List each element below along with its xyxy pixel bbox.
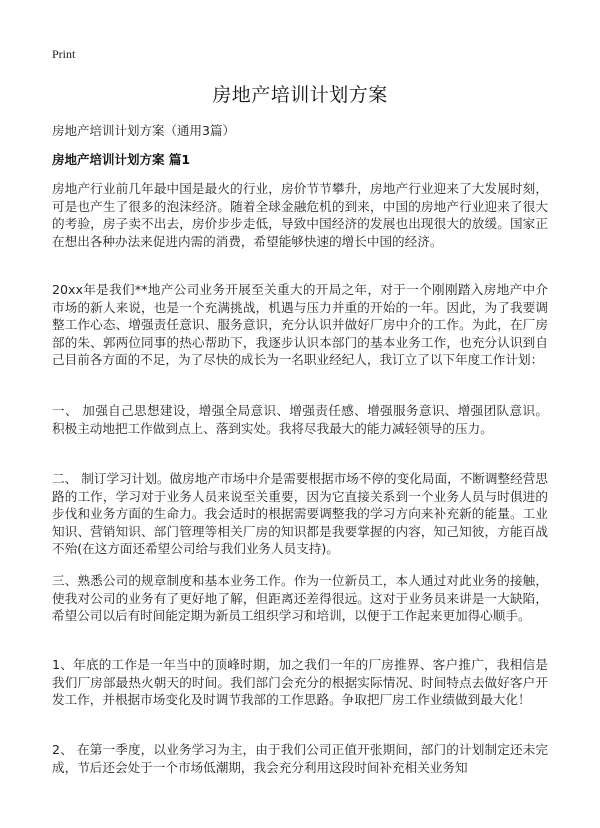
document-subtitle: 房地产培训计划方案（通用3篇） bbox=[52, 123, 235, 138]
print-link[interactable]: Print bbox=[52, 47, 76, 61]
paragraph-opening-year: 20xx年是我们**地产公司业务开展至关重大的开局之年，对于一个刚刚踏入房地产中介市场的新人来说，也是一个充满挑战，机遇与压力并重的开始的一年。因此，为了我要调整工作心态、增强责任意识、服务意识，充分认识并做好厂房中介的工作。为此，在厂房部的朱、郭两位同事的热心帮助下，我逐步认识本部门的基本业务工作，也充分认识到自己目前各方面的不足，为了尽快的成长为一名职业经纪人，我订立了以下年度工作计划： bbox=[52, 282, 548, 368]
paragraph-item-two: 2、 在第一季度，以业务学习为主，由于我们公司正值开张期间，部门的计划制定还未完成，节后还会处于一个市场低潮期，我会充分利用这段时间补充相关业务知 bbox=[52, 742, 548, 775]
page-title: 房地产培训计划方案 bbox=[212, 84, 388, 106]
section-heading: 房地产培训计划方案 篇1 bbox=[52, 152, 191, 167]
paragraph-item-one: 1、年底的工作是一年当中的顶峰时期，加之我们一年的厂房推界、客户推广，我相信是我们厂房部最热火朝天的时间。我们部门会充分的根据实际情况、时间特点去做好客户开发工作，并根据市场变化及时调节我部的工作思路。争取把厂房工作业绩做到最大化！ bbox=[52, 657, 548, 708]
paragraph-point-three: 三、熟悉公司的规章制度和基本业务工作。作为一位新员工，本人通过对此业务的接触，使我对公司的业务有了更好地了解，但距离还差得很远。这对于业务员来讲是一大缺陷，希望公司以后有时间能定期为新员工组织学习和培训，以便于工作起来更加得心顺手。 bbox=[52, 573, 548, 624]
paragraph-intro: 房地产行业前几年最中国是最火的行业，房价节节攀升，房地产行业迎来了大发展时刻，可是也产生了很多的泡沫经济。随着全球金融危机的到来，中国的房地产行业迎来了很大的考验，房子卖不出去，房价步步走低，导致中国经济的发展也出现很大的放缓。国家正在想出各种办法来促进内需的消费，希望能够快速的增长中国的经济。 bbox=[52, 181, 548, 249]
paragraph-point-two: 二、 制订学习计划。做房地产市场中介是需要根据市场不停的变化局面，不断调整经营思路的工作，学习对于业务人员来说至关重要，因为它直接关系到一个业务人员与时俱进的步伐和业务方面的生命力。我会适时的根据需要调整我的学习方向来补充新的能量。工业知识、营销知识、部门管理等相关厂房的知识都是我要掌握的内容，知己知彼，方能百战不殆(在这方面还希望公司给与我们业务人员支持)。 bbox=[52, 471, 548, 557]
paragraph-point-one: 一、 加强自己思想建设，增强全局意识、增强责任感、增强服务意识、增强团队意识。 积极主动地把工作做到点上、落到实处。我将尽我最大的能力减轻领导的压力。 bbox=[52, 403, 548, 436]
